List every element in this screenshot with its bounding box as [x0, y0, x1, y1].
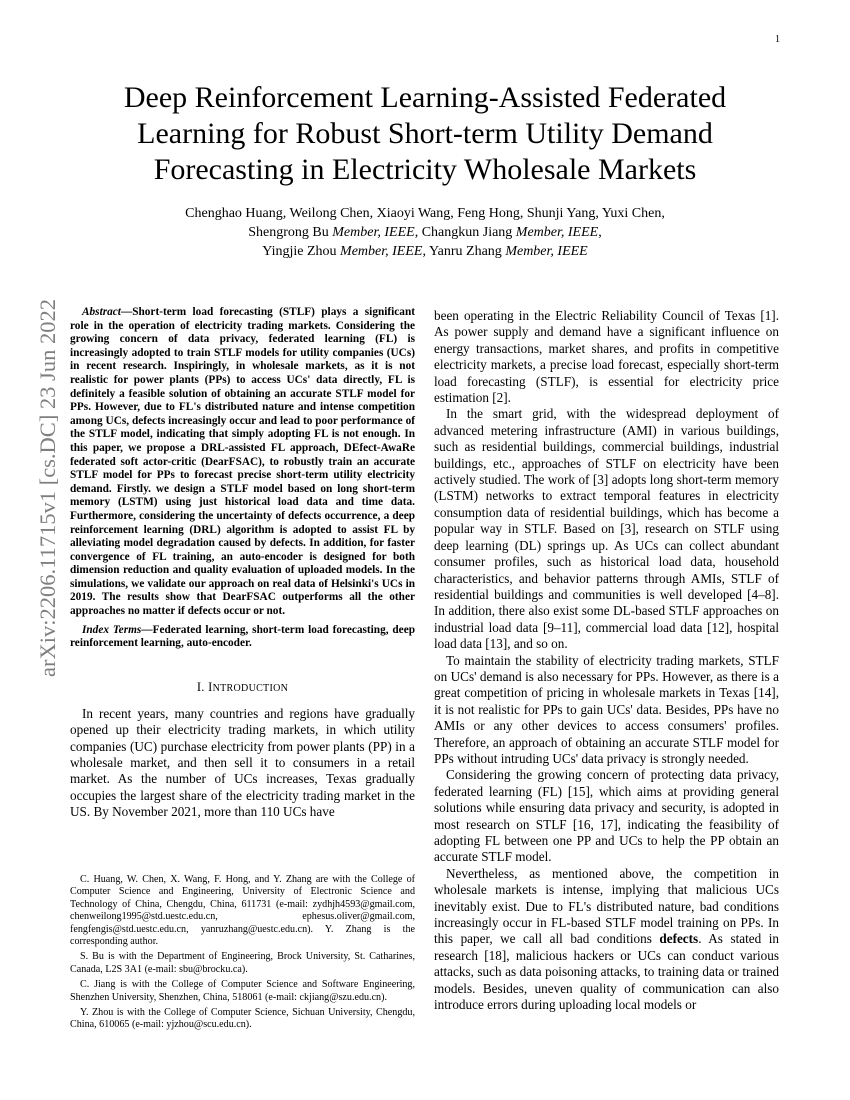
- intro-paragraph-privacy: Considering the growing concern of protecting data privacy, federated learning (FL) [15], which aims at providing general solutions while ensuring data privacy and security, is adopted in most research on STLF [16, 17], indicating the feasibility of adopting FL between one PP and UCs to help the PP obtain an accurate STLF model.: [434, 767, 779, 865]
- intro-paragraph-stability: To maintain the stability of electricity trading markets, STLF on UCs' demand is also necessary for PPs. However, as there is a great competition of pricing in wholesale markets in Texas [14], it is not realistic for PPs to gain UCs' data. Besides, PPs have no AMIs or any other devices to access consumers' profiles. Therefore, an approach of obtaining an accurate STLF model for PPs without intruding UCs' data privacy is strongly needed.: [434, 652, 779, 766]
- defects-term: defects: [659, 931, 699, 947]
- intro-paragraph-continued: been operating in the Electric Reliability Council of Texas [1]. As power supply and demand have a significant influence on energy transactions, market shares, and profits in competitive electricity markets, a precise load forecast, especially short-term load forecasting (STLF), is essential for electricity price estimation [2].: [434, 308, 779, 406]
- index-terms: [70, 624, 415, 651]
- footnotes: [70, 874, 415, 1035]
- abstract-text: —Short-term load forecasting (STLF) plays a significant role in the operation of electricity trading markets. Considering the growing concern of data privacy, federated learning (FL) is increasingly adopted to train STLF models for utility companies (UCs) in recent research. Inspiringly, in wholesale markets, as it is not realistic for power plants (PPs) to access UCs' data directly, FL is definitely a feasible solution of obtaining an accurate STLF model for PPs. However, due to FL's distributed nature and intense competition among UCs, defects increasingly occur and lead to poor performance of the STLF model, indicating that simply adopting FL is not enough. In this paper, we propose a DRL-assisted FL approach, DEfect-AwaRe federated soft actor-critic (DearFSAC), to robustly train an accurate STLF model for PPs to forecast precise short-term utility electricity demand. Firstly. we design a STLF model based on long short-term memory (LSTM) using just historical load data and time data. Furthermore, considering the uncertainty of defects occurrence, a deep reinforcement learning (DRL) algorithm is adopted to assist FL by alleviating model degradation caused by defects. In addition, for faster convergence of FL training, an auto-encoder is designed for both dimension reduction and quality evaluation of uploaded models. In the simulations, we validate our approach on real data of Helsinki's UCs in 2019. The results show that DearFSAC outperforms all the other approaches no matter if defects occur or not.: [70, 306, 415, 618]
- author-line-3: Yingjie Zhou Member, IEEE, Yanru Zhang Member, IEEE: [262, 244, 588, 259]
- abstract: [70, 306, 415, 619]
- author-list: [70, 204, 780, 261]
- paper-title: Deep Reinforcement Learning-Assisted Federated Learning for Robust Short-term Utility Demand Forecasting in Electricity Wholesale Markets: [123, 81, 727, 186]
- arxiv-identifier[interactable]: arXiv:2206.11715v1 [cs.DC] 23 Jun 2022: [35, 299, 60, 677]
- author-line-1: Chenghao Huang, Weilong Chen, Xiaoyi Wang, Feng Hong, Shunji Yang, Yuxi Chen,: [185, 206, 665, 221]
- page-number: 1: [775, 34, 780, 45]
- footnote-affiliation-1: C. Huang, W. Chen, X. Wang, F. Hong, and Y. Zhang are with the College of Computer Science and Engineering, University of Electronic Science and Technology of China, Chengdu, China, 611731 (e-mail: zydhjh4593@gmail.com, chenweilong1995@std.uestc.edu.cn, ephesus.oliver@gmail.com, fengfengis@std.uestc.edu.cn, yanruzhang@uestc.edu.cn). Y. Zhang is the corresponding author.: [70, 874, 415, 948]
- intro-paragraph-defects: Nevertheless, as mentioned above, the competition in wholesale markets is intense, implying that malicious UCs inevitably exist. Due to FL's distributed nature, bad conditions increasingly occur in FL-based STLF model training on PPs. In this paper, we call all bad conditions defects. As stated in research [18], malicious hackers or UCs can conduct various attacks, such as data poisoning attacks, to training data or trained models. Besides, uneven quality of communication can also introduce errors during uploading local models or: [434, 865, 780, 1013]
- footnote-affiliation-3: C. Jiang is with the College of Computer Science and Software Engineering, Shenzhen University, Shenzhen, China, 518061 (e-mail: ckjiang@szu.edu.cn).: [70, 979, 415, 1003]
- right-column: [434, 308, 779, 1013]
- footnote-affiliation-2: S. Bu is with the Department of Engineering, Brock University, St. Catharines, Canada, L2S 3A1 (e-mail: sbu@brocku.ca).: [70, 951, 415, 975]
- intro-paragraph-smart-grid: In the smart grid, with the widespread deployment of advanced metering infrastructure (AMI) in various buildings, such as residential buildings, commercial buildings, industrial buildings, etc., approaches of STLF on electricity have been actively studied. The work of [3] adopts long short-term memory (LSTM) networks to extract temporal features in electricity consumption data of residential buildings, which has become a popular way in STLF. Based on [3], research on STLF using deep learning (DL) springs up. As UCs can collect abundant consumer profiles, such as historical load data, household characteristics, and behavior patterns through AMIs, STLF of residential buildings and communities is well developed [4–8]. In addition, there also exist some DL-based STLF approaches on industrial load data [9–11], commercial load data [12], hospital load data [13], and so on.: [434, 406, 779, 652]
- index-terms-label: Index Terms: [82, 623, 142, 636]
- abstract-label: Abstract: [82, 306, 121, 318]
- footnote-affiliation-4: Y. Zhou is with the College of Computer Science, Sichuan University, Chengdu, China, 610065 (e-mail: yjzhou@scu.edu.cn).: [70, 1007, 415, 1031]
- author-line-2: Shengrong Bu Member, IEEE, Changkun Jiang Member, IEEE,: [248, 225, 602, 240]
- intro-paragraph-1: In recent years, many countries and regions have gradually opened up their electricity trading markets, in which utility companies (UC) purchase electricity from power plants (PP) in a wholesale market, and then sell it to consumers in a retail market. As the number of UCs increases, Texas gradually occupies the largest share of the electricity trading market in the US. By November 2021, more than 110 UCs have: [70, 705, 415, 820]
- index-terms-text: —Federated learning, short-term load forecasting, deep reinforcement learning, auto-encoder.: [70, 623, 415, 650]
- left-column: [70, 306, 415, 821]
- section-heading-introduction: I. INTRODUCTION: [196, 679, 289, 694]
